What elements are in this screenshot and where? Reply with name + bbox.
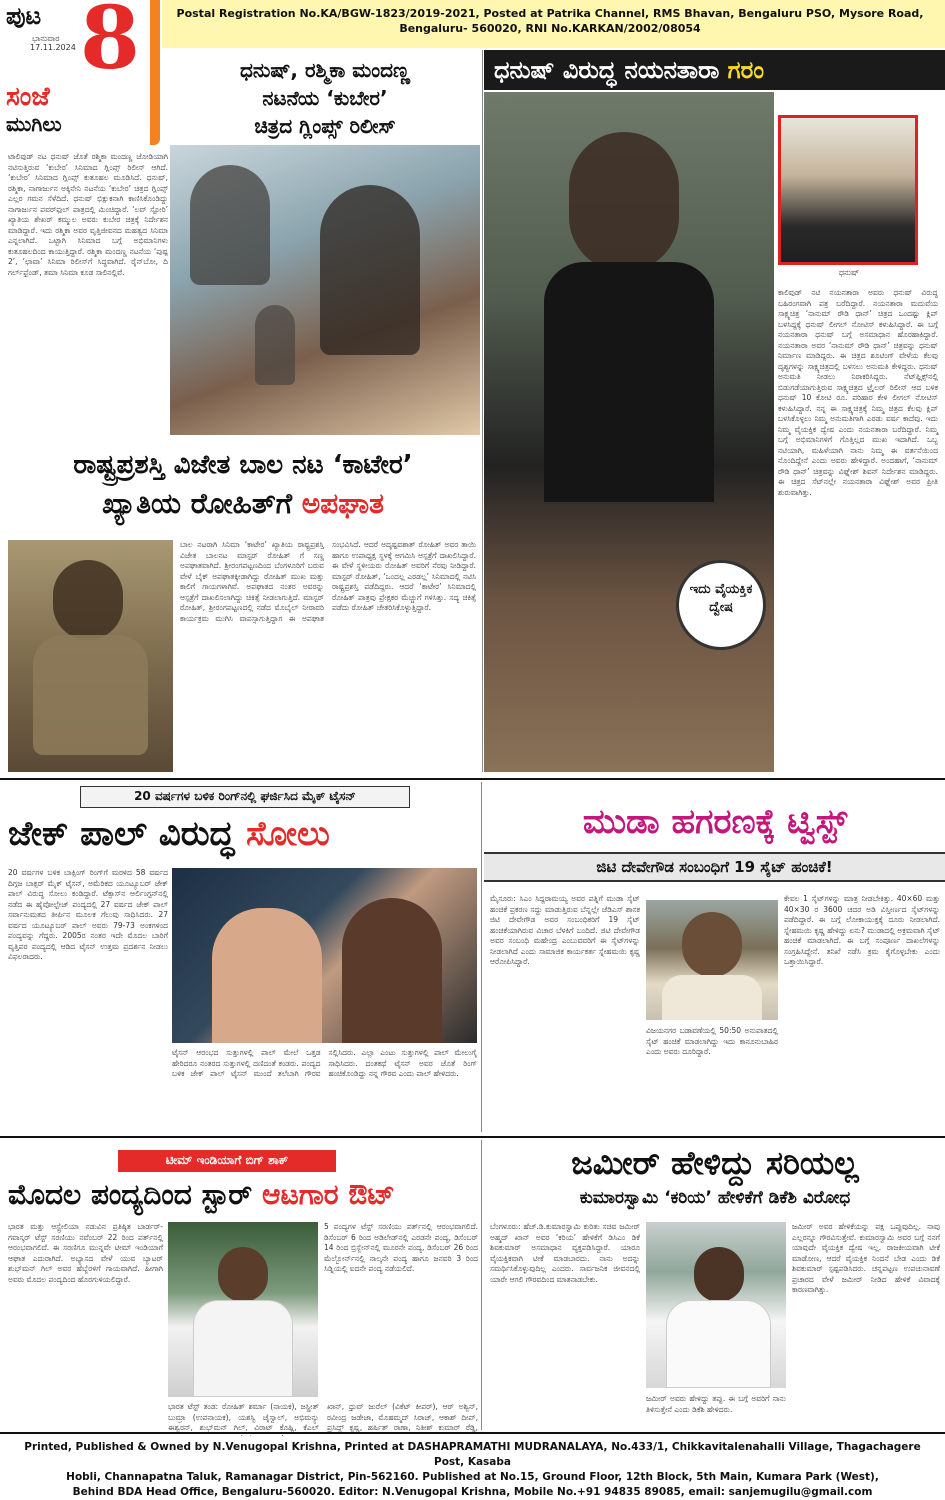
- issue-date: 17.11.2024: [30, 43, 76, 52]
- kubera-poster-image: [170, 145, 480, 435]
- figure-head: [694, 1247, 744, 1302]
- section-rule: [0, 1136, 945, 1138]
- page-number: 8: [80, 0, 140, 89]
- footer-line3: Behind BDA Head Office, Bengaluru-560020. Editor: N.Venugopal Krishna, Mobile No.+91 94835 89085, email: sanjemugilu@gmail.com: [72, 1486, 873, 1498]
- accident-headline-accent: ಅಪಘಾತ: [301, 487, 384, 520]
- postal-line1: Postal Registration No.KA/BGW-1823/2019-2021, Posted at Patrika Channel, RMS Bhavan, Bengaluru PSO, Mysore Road,: [176, 7, 924, 20]
- india-kicker: ಟೀಮ್ ಇಂಡಿಯಾಗೆ ಬಿಗ್ ಶಾಕ್: [165, 1153, 289, 1167]
- india-article-body-mid: 5 ಪಂದ್ಯಗಳ ಟೆಸ್ಟ್ ಸರಣಿಯು ಪರ್ತ್‌ನಲ್ಲಿ ಆರಂಭವಾಗಲಿದೆ. ಡಿಸೆಂಬರ್ 6 ರಿಂದ ಅಡಿಲೇಡ್‌ನಲ್ಲಿ ಎರಡನೇ ಪಂದ್ಯ, ಡಿಸೆಂಬರ್ 14 ರಿಂದ ಬ್ರಿಸ್ಬೇನ್‌ನಲ್ಲಿ ಮೂರನೇ ಪಂದ್ಯ, ಡಿಸೆಂಬರ್ 26 ರಿಂದ ಮೆಲ್ಬೋರ್ನ್‌ನಲ್ಲಿ ನಾಲ್ಕನೇ ಪಂದ್ಯ ಹಾಗೂ ಜನವರಿ 3 ರಿಂದ ಸಿಡ್ನಿಯಲ್ಲಿ ಐದನೇ ಪಂದ್ಯ ನಡೆಯಲಿದೆ.: [324, 1222, 478, 1273]
- imprint-footer: [10, 1436, 935, 1500]
- figure-body: [666, 1300, 771, 1388]
- footer-line2: Hobli, Channapatna Taluk, Ramanagar District, Pin-562160. Published at No.15, Ground Floor, 12th Block, 5th Main, Kumara Park (West),: [66, 1471, 879, 1483]
- nayan-headline-text: ಧನುಷ್ ವಿರುದ್ಧ ನಯನತಾರಾ: [494, 56, 720, 84]
- muda-subheadline: ಜಿಟಿ ದೇವೇಗೌಡ ಸಂಬಂಧಿಗೆ 19 ಸೈಟ್ ಹಂಚಿಕೆ!: [596, 858, 833, 876]
- figure-torso: [544, 262, 714, 502]
- tyson-kicker: 20 ವರ್ಷಗಳ ಬಳಿಕ ರಿಂಗ್‌ನಲ್ಲಿ ಘರ್ಜಿಸಿದ ಮೈಕ್ ಟೈಸನ್: [134, 789, 356, 803]
- zameer-article-body-left: ಬೆಂಗಳೂರು: ಹೆಚ್.ಡಿ.ಕುಮಾರಸ್ವಾಮಿ ಕುರಿತು ಸಚಿವ ಜಮೀರ್ ಅಹ್ಮದ್ ಖಾನ್ ಅವರ ‘ಕರಿಯ’ ಹೇಳಿಕೆಗೆ ಡಿಸಿಎಂ ಡಿಕೆ ಶಿವಕುಮಾರ್ ಅಸಮಾಧಾನ ವ್ಯಕ್ತಪಡಿಸಿದ್ದಾರೆ. ಯಾರೂ ವೈಯಕ್ತಿಕವಾಗಿ ಟೀಕೆ ಮಾಡಬಾರದು. ನಾನು ಅದನ್ನು ಸಮರ್ಥಿಸಿಕೊಳ್ಳುವುದಿಲ್ಲ ಎಂದರು. ಸಾರ್ವಜನಿಕ ಜೀವನದಲ್ಲಿ ಯಾರೇ ಆಗಲಿ ಗೌರವದಿಂದ ಮಾತನಾಡಬೇಕು.: [490, 1222, 640, 1284]
- india-headline: [8, 1176, 478, 1214]
- tyson-headline-accent: ಸೋಲು: [246, 814, 330, 854]
- tyson-headline: [8, 812, 478, 856]
- boxer-left: [212, 908, 322, 1043]
- muda-article-body-right: ಕೇವಲ 1 ಸೈಟ್‌ಗಳನ್ನು ಮಾತ್ರ ನೀಡಬೇಕಿತ್ತು. 40×60 ಮತ್ತು 40×30 ರ 3600 ಚದರ ಅಡಿ ವಿಸ್ತೀರ್ಣದ ಸೈಟ್‌ಗಳನ್ನು ಪಡೆದಿದ್ದಾರೆ. ಈ ಬಗ್ಗೆ ಲೋಕಾಯುಕ್ತಕ್ಕೆ ದೂರು ನೀಡಲಾಗಿದೆ. ಸ್ನೇಹಮಯಿ ಕೃಷ್ಣ ಹೇಳಿದ್ದು ಏನು? ಮುಡಾದಲ್ಲಿ ಅಕ್ರಮವಾಗಿ ಸೈಟ್ ಹಂಚಿಕೆ ಮಾಡಲಾಗಿದೆ. ಈ ಬಗ್ಗೆ ಸಂಪೂರ್ಣ ದಾಖಲೆಗಳನ್ನು ಸಂಗ್ರಹಿಸಿದ್ದೇನೆ. ತನಿಖೆ ನಡೆಸಿ ಕ್ರಮ ಕೈಗೊಳ್ಳಬೇಕು ಎಂದು ಒತ್ತಾಯಿಸಿದ್ದಾರೆ.: [784, 894, 940, 966]
- quote-badge: ಇದು ವೈಯಕ್ತಿಕ ದ್ವೇಷ: [676, 560, 766, 650]
- nayan-headline-accent: ಗರಂ: [727, 56, 764, 84]
- india-headline-accent: ಆಟಗಾರ ಔಟ್: [261, 1178, 395, 1211]
- footer-line1: Printed, Published & Owned by N.Venugopal Krishna, Printed at DASHAPRAMATHI MUDRANALAYA, No.433/1, Chikkavitalenahalli Village, Thagachagere Post, Kasaba: [24, 1441, 921, 1468]
- kubera-headline-line2: ನಟನೆಯ ‘ಕುಬೇರ’: [262, 86, 388, 110]
- india-article-body-left: ಭಾರತ ಮತ್ತು ಆಸ್ಟ್ರೇಲಿಯಾ ನಡುವಿನ ಪ್ರತಿಷ್ಠಿತ ಬಾರ್ಡರ್-ಗವಾಸ್ಕರ್ ಟೆಸ್ಟ್ ಸರಣಿಯು ನವೆಂಬರ್ 22 ರಿಂದ ಪರ್ತ್‌ನಲ್ಲಿ ಆರಂಭವಾಗಲಿದೆ. ಈ ಸರಣಿಗೂ ಮುನ್ನವೇ ಟೀಮ್ ಇಂಡಿಯಾಗೆ ಆಘಾತ ಎದುರಾಗಿದೆ. ಅಭ್ಯಾಸದ ವೇಳೆ ಯುವ ಬ್ಯಾಟರ್ ಶುಭ್‌ಮನ್ ಗಿಲ್ ಅವರ ಹೆಬ್ಬೆರಳಿಗೆ ಗಾಯವಾಗಿದೆ. ಹೀಗಾಗಿ ಅವರು ಮೊದಲ ಪಂದ್ಯದಿಂದ ಹೊರಗುಳಿಯಲಿದ್ದಾರೆ.: [8, 1222, 163, 1284]
- india-headline-text: ಮೊದಲ ಪಂದ್ಯದಿಂದ ಸ್ಟಾರ್: [8, 1178, 253, 1211]
- paper-name-line2: ಮುಗಿಲು: [6, 112, 62, 136]
- dk-shivakumar-photo: [646, 1222, 786, 1388]
- tyson-article-body-bottom: ಟೈಸನ್ ಆರಂಭದ ಸುತ್ತುಗಳಲ್ಲಿ ಪಾಲ್ ಮೇಲೆ ಒತ್ತಡ ಹೇರಿದರೂ ನಂತರದ ಸುತ್ತುಗಳಲ್ಲಿ ದಣಿದಂತೆ ಕಂಡರು. ಪಂದ್ಯದ ಬಳಿಕ ಜೇಕ್ ಪಾಲ್ ಟೈಸನ್ ಮುಂದೆ ತಲೆಬಾಗಿ ಗೌರವ ಸಲ್ಲಿಸಿದರು. ಎಲ್ಲಾ ಎಂಟು ಸುತ್ತುಗಳಲ್ಲಿ ಪಾಲ್ ಮೇಲುಗೈ ಸಾಧಿಸಿದರು. ದಂತಕಥೆ ಟೈಸನ್ ಅವರ ಜೊತೆ ರಿಂಗ್ ಹಂಚಿಕೊಂಡಿದ್ದು ನನ್ನ ಗೌರವ ಎಂದು ಪಾಲ್ ಹೇಳಿದರು.: [172, 1048, 477, 1078]
- rohith-photo: [8, 540, 173, 772]
- accident-headline-line1: ರಾಷ್ಟ್ರಪ್ರಶಸ್ತಿ ವಿಜೇತ ಬಾಲ ನಟ ‘ಕಾಟೇರ’: [73, 450, 413, 480]
- figure-head: [218, 1247, 268, 1302]
- muda-article-body-mid: ವಿಜಯನಗರ ಬಡಾವಣೆಯಲ್ಲಿ 50:50 ಅನುಪಾತದಲ್ಲಿ ಸೈಟ್ ಹಂಚಿಕೆ ಮಾಡಲಾಗಿದ್ದು ಇದು ಕಾನೂನುಬಾಹಿರ ಎಂದು ಅವರು ದೂರಿದ್ದಾರೆ.: [646, 1026, 778, 1056]
- weekday: ಭಾನುವಾರ: [32, 34, 60, 43]
- snehamayi-krishna-photo: [646, 900, 778, 1020]
- zameer-article-body-right: ಜಮೀರ್ ಅವರ ಹೇಳಿಕೆಯನ್ನು ಪಕ್ಷ ಒಪ್ಪುವುದಿಲ್ಲ. ನಾವು ಎಲ್ಲರನ್ನೂ ಗೌರವಿಸುತ್ತೇವೆ. ಕುಮಾರಸ್ವಾಮಿ ಅವರ ಬಗ್ಗೆ ನನಗೆ ಯಾವುದೇ ವೈಯಕ್ತಿಕ ದ್ವೇಷ ಇಲ್ಲ. ರಾಜಕೀಯವಾಗಿ ಟೀಕೆ ಮಾಡೋಣ, ಆದರೆ ವೈಯಕ್ತಿಕ ನಿಂದನೆ ಬೇಡ ಎಂದು ಡಿಕೆ ಶಿವಕುಮಾರ್ ಸ್ಪಷ್ಟಪಡಿಸಿದರು. ಚನ್ನಪಟ್ಟಣ ಉಪಚುನಾವಣೆ ಪ್ರಚಾರದ ವೇಳೆ ಜಮೀರ್ ನೀಡಿದ ಹೇಳಿಕೆ ವಿವಾದಕ್ಕೆ ಕಾರಣವಾಗಿತ್ತು.: [792, 1222, 940, 1294]
- postal-line2: Bengaluru- 560020, RNI No.KARKAN/2002/08054: [399, 22, 701, 35]
- actor-figure-right: [320, 185, 420, 355]
- tyson-article-body-left: 20 ವರ್ಷಗಳ ಬಳಿಕ ಬಾಕ್ಸಿಂಗ್ ರಿಂಗ್‌ಗೆ ಮರಳಿದ 58 ವರ್ಷದ ದಿಗ್ಗಜ ಬಾಕ್ಸರ್ ಮೈಕ್ ಟೈಸನ್, ಅಮೆರಿಕದ ಯೂಟ್ಯೂಬರ್ ಜೇಕ್ ಪಾಲ್ ವಿರುದ್ಧ ಸೋಲು ಕಂಡಿದ್ದಾರೆ. ಟೆಕ್ಸಾಸ್‌ನ ಆರ್ಲಿಂಗ್ಟನ್‌ನಲ್ಲಿ ನಡೆದ ಈ ಹೈವೋಲ್ಟೇಜ್ ಪಂದ್ಯದಲ್ಲಿ 27 ವರ್ಷದ ಜೇಕ್ ಪಾಲ್ ಸರ್ವಾನುಮತದ ತೀರ್ಪಿನ ಮೂಲಕ ಗೆಲುವು ಸಾಧಿಸಿದರು. 27 ವರ್ಷದ ಯೂಟ್ಯೂಬರ್ ಪಾಲ್ ಅವರು 79-73 ಅಂಕಗಳಿಂದ ಪಂದ್ಯವನ್ನು ಗೆದ್ದರು. 2005ರ ನಂತರ ಇದೇ ಮೊದಲ ಬಾರಿಗೆ ವೃತ್ತಿಪರ ಪಂದ್ಯದಲ್ಲಿ ಆಡಿದ ಟೈಸನ್ ಉತ್ತಮ ಪ್ರದರ್ಶನ ನೀಡಲು ವಿಫಲರಾದರು.: [8, 868, 168, 961]
- boxer-right: [342, 898, 442, 1043]
- postal-registration: [170, 6, 930, 36]
- nayanthara-photo: [484, 92, 774, 772]
- kubera-article-body: ಟಾಲಿವುಡ್ ನಟ ಧನುಷ್ ಜೊತೆ ರಶ್ಮಿಕಾ ಮಂದಣ್ಣ ಜೋಡಿಯಾಗಿ ನಟಿಸುತ್ತಿರುವ ‘ಕುಬೇರ’ ಸಿನಿಮಾದ ಗ್ಲಿಂಪ್ಸ್ ರಿಲೀಸ್ ಆಗಿದೆ. ‘ಕುಬೇರ’ ಸಿನಿಮಾದ ಗ್ಲಿಂಪ್ಸ್ ಕುತೂಹಲ ಮೂಡಿಸಿದೆ. ಧನುಷ್, ರಶ್ಮಿಕಾ, ನಾಗಾರ್ಜುನ ಅಕ್ಕಿನೇನಿ ನಟನೆಯ ‘ಕುಬೇರ’ ಚಿತ್ರದ ಗ್ಲಿಂಪ್ಸ್ ಎಲ್ಲರ ಗಮನ ಸೆಳೆದಿದೆ. ಧನುಷ್ ಭಿಕ್ಷುಕನಾಗಿ ಕಾಣಿಸಿಕೊಂಡಿದ್ದು ನಾಗಾರ್ಜುನ ಪವರ್‌ಫುಲ್ ಪಾತ್ರದಲ್ಲಿ ಮಿಂಚಿದ್ದಾರೆ. ‘ಲವ್ ಸ್ಟೋರಿ’ ಖ್ಯಾತಿಯ ಶೇಖರ್ ಕಮ್ಮುಲ ಅವರು ಕುಬೇರ ಚಿತ್ರಕ್ಕೆ ನಿರ್ದೇಶನ ಮಾಡಿದ್ದಾರೆ. ಇದು ರಶ್ಮಿಕಾ ಅವರ ವೃತ್ತಿಜೀವನದ ಮಹತ್ವದ ಸಿನಿಮಾ ಎನ್ನಲಾಗಿದೆ. ಒಟ್ಟಾಗಿ ಸಿನಿಮಾದ ಬಗ್ಗೆ ಅಭಿಮಾನಿಗಳು ಕುತೂಹಲದಿಂದ ಕಾಯುತ್ತಿದ್ದಾರೆ. ರಶ್ಮಿಕಾ ಮಂದಣ್ಣ ನಟನೆಯ ‘ಪುಷ್ಪ 2’, ‘ಛಾವಾ’ ಸಿನಿಮಾ ರಿಲೀಸ್‌ಗೆ ಸಿದ್ಧವಾಗಿದೆ. ರೈನ್‌ಬೋ, ದಿ ಗರ್ಲ್‌ಫ್ರೆಂಡ್, ತಮಾ ಸಿನಿಮಾ ಕೂಡ ಸಾಲಿನಲ್ಲಿವೆ.: [8, 152, 168, 277]
- dhanush-photo: [778, 115, 918, 265]
- kubera-headline-line1: ಧನುಷ್, ರಶ್ಮಿಕಾ ಮಂದಣ್ಣ: [239, 58, 411, 82]
- page-label: ಪುಟ: [6, 2, 42, 30]
- figure-head: [53, 560, 123, 640]
- figure-body: [662, 975, 762, 1020]
- dhanush-caption: ಧನುಷ್: [838, 268, 860, 277]
- india-article-body-bottom: ಭಾರತ ಟೆಸ್ಟ್ ತಂಡ: ರೋಹಿತ್ ಶರ್ಮಾ (ನಾಯಕ), ಜಸ್ಪ್ರೀತ್ ಬುಮ್ರಾ (ಉಪನಾಯಕ), ಯಶಸ್ವಿ ಜೈಸ್ವಾಲ್, ಅಭಿಮನ್ಯು ಈಶ್ವರನ್, ಶುಭ್‌ಮನ್ ಗಿಲ್, ವಿರಾಟ್ ಕೊಹ್ಲಿ, ಕೆಎಲ್ ಖಾನ್, ಧ್ರುವ್ ಜುರೆಲ್ (ವಿಕೆಟ್ ಕೀಪರ್), ಆರ್ ಅಶ್ವಿನ್, ರವೀಂದ್ರ ಜಡೇಜಾ, ಮೊಹಮ್ಮದ್ ಸಿರಾಜ್, ಆಕಾಶ್ ದೀಪ್, ಪ್ರಸಿದ್ಧ್ ಕೃಷ್ಣ, ಹರ್ಷಿತ್ ರಾಣಾ, ನಿತೀಶ್ ಕುಮಾರ್ ರೆಡ್ಡಿ,: [168, 1402, 478, 1432]
- kubera-headline-line3: ಚಿತ್ರದ ಗ್ಲಿಂಪ್ಸ್ ರಿಲೀಸ್: [254, 114, 396, 138]
- zameer-article-body-mid: ಜಮೀರ್ ಅವರು ಹೇಳಿದ್ದು ತಪ್ಪು. ಈ ಬಗ್ಗೆ ಅವರಿಗೆ ನಾನು ತಿಳಿಸುತ್ತೇನೆ ಎಂದು ಡಿಕೆಶಿ ಹೇಳಿದರು.: [646, 1394, 786, 1414]
- column-rule: [482, 50, 483, 772]
- boxing-photo: [172, 868, 477, 1043]
- column-rule: [481, 1140, 482, 1430]
- muda-article-body-left: ಮೈಸೂರು: ಸಿಎಂ ಸಿದ್ದರಾಮಯ್ಯ ಅವರ ಪತ್ನಿಗೆ ಮುಡಾ ಸೈಟ್ ಹಂಚಿಕೆ ಪ್ರಕರಣ ಸದ್ದು ಮಾಡುತ್ತಿರುವ ಬೆನ್ನಲ್ಲೇ ಜೆಡಿಎಸ್ ಶಾಸಕ ಜಿಟಿ ದೇವೇಗೌಡ ಅವರ ಸಂಬಂಧಿಕರಿಗೆ 19 ಸೈಟ್ ಹಂಚಿಕೆಯಾಗಿರುವ ವಿಚಾರ ಬೆಳಕಿಗೆ ಬಂದಿದೆ. ಜಿಟಿ ದೇವೇಗೌಡ ಅವರ ಸಂಬಂಧಿ ಮಹೇಂದ್ರ ಎಂಬುವವರಿಗೆ ಈ ಸೈಟ್‌ಗಳನ್ನು ನೀಡಲಾಗಿದೆ ಎಂದು ಸಾಮಾಜಿಕ ಕಾರ್ಯಕರ್ತ ಸ್ನೇಹಮಯಿ ಕೃಷ್ಣ ಆರೋಪಿಸಿದ್ದಾರೆ.: [490, 894, 640, 966]
- footer-rule: [0, 1432, 945, 1434]
- paper-name-line1: ಸಂಜೆ: [6, 82, 50, 112]
- figure-body: [193, 1300, 293, 1397]
- muda-headline: ಮುಡಾ ಹಗರಣಕ್ಕೆ ಟ್ವಿಸ್ಟ್: [582, 802, 848, 842]
- figure-head: [682, 912, 742, 977]
- tyson-headline-text: ಜೇಕ್ ಪಾಲ್ ವಿರುದ್ಧ: [8, 814, 235, 854]
- section-rule: [0, 778, 945, 780]
- column-rule: [481, 782, 482, 1132]
- shubman-gill-photo: [168, 1222, 318, 1397]
- zameer-headline: ಜಮೀರ್ ಹೇಳಿದ್ದು ಸರಿಯಲ್ಲ: [571, 1144, 859, 1182]
- accident-headline-text: ಖ್ಯಾತಿಯ ರೋಹಿತ್‌ಗೆ: [102, 487, 293, 520]
- nayan-article-body: ಕಾಲಿವುಡ್ ನಟಿ ನಯನತಾರಾ ಅವರು ಧನುಷ್ ವಿರುದ್ಧ ಬಹಿರಂಗವಾಗಿ ಪತ್ರ ಬರೆದಿದ್ದಾರೆ. ನಯನತಾರಾ ಮದುವೆಯ ಸಾಕ್ಷ್ಯಚಿತ್ರ ‘ನಾನುಮ್ ರೌಡಿ ಧಾನ್’ ಚಿತ್ರದ ಒಂದಷ್ಟು ಕ್ಲಿಪ್ ಬಳಸಿದ್ದಕ್ಕೆ ಧನುಷ್ ಲೀಗಲ್ ನೋಟಿಸ್ ಕಳುಹಿಸಿದ್ದಾರೆ. ಈ ಬಗ್ಗೆ ನಯನತಾರಾ ಧನುಷ್ ಬಗ್ಗೆ ಅಸಮಾಧಾನ ಹೊರಹಾಕಿದ್ದಾರೆ. ನಯನತಾರಾ ಅವರ ‘ನಾನುಮ್ ರೌಡಿ ಧಾನ್’ ಚಿತ್ರವನ್ನು ಧನುಷ್ ನಿರ್ಮಾಣ ಮಾಡಿದ್ದರು. ಈ ಚಿತ್ರದ ಶೂಟಿಂಗ್ ವೇಳೆಯ ಕೆಲವು ದೃಶ್ಯಗಳನ್ನು ಸಾಕ್ಷ್ಯಚಿತ್ರದಲ್ಲಿ ಬಳಸಲು ಅನುಮತಿ ಕೇಳಿದ್ದರು. ಧನುಷ್ ಅನುಮತಿ ನೀಡಲು ನಿರಾಕರಿಸಿದ್ದರು. ನೆಟ್‌ಫ್ಲಿಕ್ಸ್‌ನಲ್ಲಿ ಬಿಡುಗಡೆಯಾಗುತ್ತಿರುವ ಸಾಕ್ಷ್ಯಚಿತ್ರದ ಟ್ರೈಲರ್ ರಿಲೀಸ್ ಆದ ಬಳಿಕ ಧನುಷ್ 10 ಕೋಟಿ ರೂ. ಪರಿಹಾರ ಕೇಳಿ ಲೀಗಲ್ ನೋಟಿಸ್ ಕಳುಹಿಸಿದ್ದಾರೆ. ನನ್ನ ಈ ಸಾಕ್ಷ್ಯಚಿತ್ರಕ್ಕೆ ನಿಮ್ಮ ಚಿತ್ರದ ಕೆಲವು ಕ್ಲಿಪ್ ಬಳಸಿಕೊಳ್ಳಲು ನಿಮ್ಮ ಅನುಮತಿಗಾಗಿ ಎರಡು ವರ್ಷ ಕಾದೆವು. ಇದು ನಿಮ್ಮ ವೈಯಕ್ತಿಕ ದ್ವೇಷ ಎಂದು ನಯನತಾರಾ ಬರೆದಿದ್ದಾರೆ. ನಿಮ್ಮ ಬಗ್ಗೆ ಅಭಿಮಾನಿಗಳಿಗೆ ಗೊತ್ತಿಲ್ಲದ ಮುಖ ಇದಾಗಿದೆ. ಒಬ್ಬ ನಟಿಯಾಗಿ, ಮಹಿಳೆಯಾಗಿ ನಾನು ನಿಮ್ಮ ಈ ವರ್ತನೆಯಿಂದ ನೊಂದಿದ್ದೇನೆ ಎಂದು ಅವರು ಹೇಳಿದ್ದಾರೆ. ಅಂದಹಾಗೆ, ‘ನಾನುಮ್ ರೌಡಿ ಧಾನ್’ ಚಿತ್ರವನ್ನು ವಿಘ್ನೇಶ್ ಶಿವನ್ ನಿರ್ದೇಶನ ಮಾಡಿದ್ದರು. ಈ ಚಿತ್ರದ ಸೆಟ್‌ನಲ್ಲೇ ನಯನತಾರಾ ವಿಘ್ನೇಶ್ ಅವರ ಪ್ರೀತಿ ಶುರುವಾಗಿತ್ತು.: [778, 288, 938, 497]
- masthead-accent-bar: [150, 0, 160, 145]
- accident-article-body: ಬಾಲ ನಟರಾಗಿ ಸಿನಿಮಾ ‘ಕಾಟೇರ’ ಖ್ಯಾತಿಯ ರಾಷ್ಟ್ರಪ್ರಶಸ್ತಿ ವಿಜೇತ ಬಾಲನಟ ಮಾಸ್ಟರ್ ರೋಹಿತ್ ಗೆ ಸಣ್ಣ ಅಪಘಾತವಾಗಿದೆ. ಶ್ರೀರಂಗಪಟ್ಟಣದಿಂದ ಬೆಂಗಳೂರಿಗೆ ಬರುವ ವೇಳೆ ಬೈಕ್ ಅಪಘಾತಕ್ಕೀಡಾಗಿದ್ದು ರೋಹಿತ್ ಮುಖ ಮತ್ತು ಕಾಲಿಗೆ ಗಾಯಗಳಾಗಿವೆ. ಅಪಘಾತದ ನಂತರ ಅವರನ್ನು ಆಸ್ಪತ್ರೆಗೆ ದಾಖಲಿಸಲಾಗಿದ್ದು ಚಿಕಿತ್ಸೆ ನೀಡಲಾಗುತ್ತಿದೆ. ಮಾಸ್ಟರ್ ರೋಹಿತ್, ಶ್ರೀರಂಗಪಟ್ಟಣದಲ್ಲಿ ನಡೆದ ಮೊಬೈಲ್ ನೀರಾವರಿ ಕಾರ್ಯಕ್ರಮ ಮುಗಿಸಿ ವಾಪಸ್ಸಾಗುತ್ತಿದ್ದಾಗ ಈ ಅಪಘಾತ ಸಂಭವಿಸಿದೆ. ಆದರೆ ಅದೃಷ್ಟವಶಾತ್ ರೋಹಿತ್ ಅವರ ತಾಯಿ ಹಾಗೂ ಉಪಾಧ್ಯಕ್ಷ ಸ್ಥಳಕ್ಕೆ ಆಗಮಿಸಿ ಆಸ್ಪತ್ರೆಗೆ ದಾಖಲಿಸಿದ್ದಾರೆ. ಈ ವೇಳೆ ಸ್ಥಳೀಯರು ರೋಹಿತ್ ಅವರಿಗೆ ನೆರವು ನೀಡಿದ್ದಾರೆ. ಮಾಸ್ಟರ್ ರೋಹಿತ್, ‘ಒಂದಲ್ಲ ಎರಡಲ್ಲ’ ಸಿನಿಮಾದಲ್ಲಿ ನಟಿಸಿ ರಾಷ್ಟ್ರಪ್ರಶಸ್ತಿ ಪಡೆದಿದ್ದರು. ಆದರೆ ‘ಕಾಟೇರ’ ಸಿನಿಮಾದಲ್ಲಿ ರೋಹಿತ್ ಪಾತ್ರವು ಪ್ರೇಕ್ಷಕರ ಮೆಚ್ಚುಗೆ ಗಳಿಸಿತ್ತು. ಸದ್ಯ ಚಿಕಿತ್ಸೆ ಪಡೆದು ರೋಹಿತ್ ಚೇತರಿಸಿಕೊಳ್ಳುತ್ತಿದ್ದಾರೆ.: [180, 540, 476, 623]
- zameer-subheadline: ಕುಮಾರಸ್ವಾಮಿ ‘ಕರಿಯ’ ಹೇಳಿಕೆಗೆ ಡಿಕೆಶಿ ವಿರೋಧ: [579, 1188, 851, 1208]
- masthead: [0, 0, 165, 140]
- kubera-headline: [170, 56, 480, 140]
- actor-figure-left: [190, 165, 270, 285]
- accident-headline-line2: [8, 486, 478, 522]
- figure-body: [33, 635, 148, 755]
- actor-figure-center: [255, 305, 295, 385]
- figure-head: [569, 132, 679, 272]
- nayan-headline: [494, 56, 764, 84]
